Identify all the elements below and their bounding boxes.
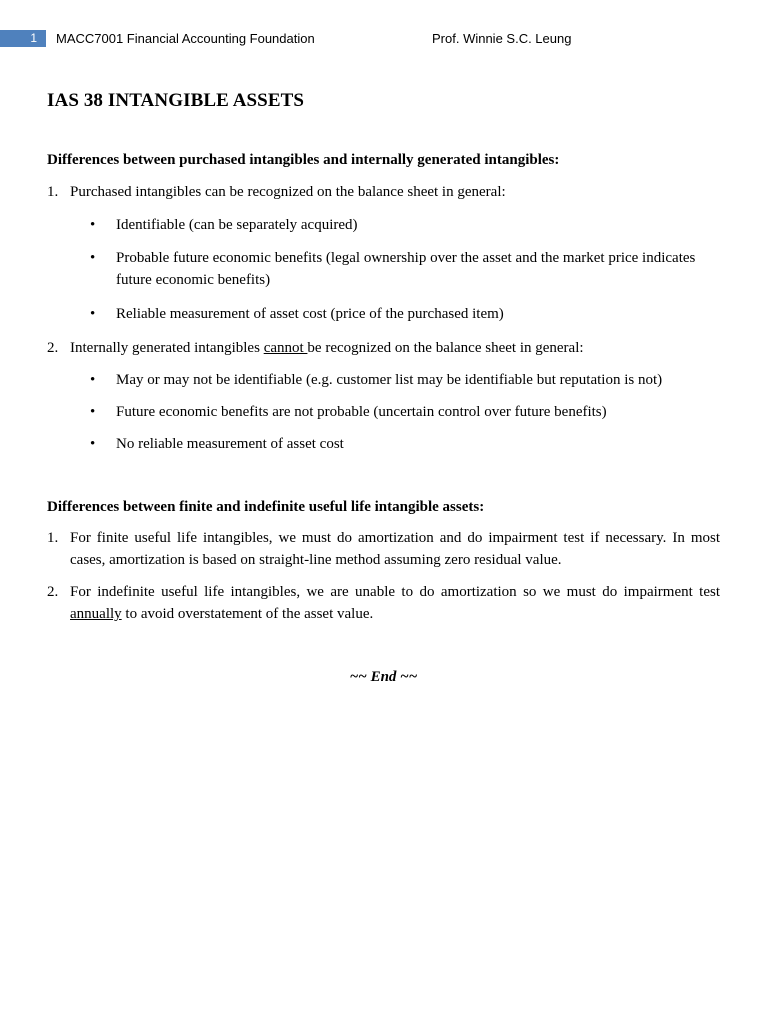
- list-item-text: For finite useful life intangibles, we must do amortization and do impairment test if necessary. In most cases, amortization is based on straight-line method assuming zero residual value.: [70, 530, 720, 568]
- bullet-item: [47, 214, 720, 236]
- bullet-icon: •: [90, 404, 96, 420]
- list-item-text: [70, 337, 720, 359]
- page-number-badge: 1: [0, 30, 46, 47]
- page-header: [0, 30, 768, 47]
- text-segment: to avoid overstatement of the asset value.: [121, 606, 374, 622]
- bullet-icon: •: [90, 217, 96, 233]
- course-title: MACC7001 Financial Accounting Foundation: [56, 31, 315, 46]
- text-segment: be recognized on the balance sheet in general:: [307, 340, 584, 356]
- list-item-purchased: [47, 181, 720, 203]
- list-item-internal: [47, 337, 720, 359]
- underlined-text: annually: [70, 606, 122, 622]
- bullet-item: [47, 369, 720, 391]
- bullet-text: May or may not be identifiable (e.g. customer list may be identifiable but reputation is not): [116, 372, 663, 388]
- text-segment: For indefinite useful life intangibles, we are unable to do amortization so we must do impairment test: [70, 584, 720, 600]
- bullet-text: Probable future economic benefits (legal ownership over the asset and the market price indicates future economic benefits): [116, 250, 696, 288]
- bullet-item: [47, 401, 720, 423]
- list-number: 2.: [47, 340, 59, 356]
- section-heading-purchased-vs-internal: Differences between purchased intangibles and internally generated intangibles:: [47, 152, 560, 168]
- underlined-text: cannot: [263, 340, 308, 356]
- end-marker: ~~ End ~~: [349, 669, 418, 685]
- bullet-text: Identifiable (can be separately acquired): [116, 217, 358, 233]
- professor-name: Prof. Winnie S.C. Leung: [432, 31, 572, 46]
- bullet-text: No reliable measurement of asset cost: [116, 436, 344, 452]
- list-item-text: [70, 581, 720, 625]
- list-number: 2.: [47, 584, 59, 600]
- bullet-icon: •: [90, 436, 96, 452]
- bullet-item: [47, 433, 720, 455]
- bullet-item: [47, 303, 720, 325]
- bullet-text: Future economic benefits are not probable (uncertain control over future benefits): [116, 404, 607, 420]
- list-item-indefinite: [47, 581, 720, 625]
- list-number: 1.: [47, 530, 59, 546]
- section-heading-finite-vs-indefinite: Differences between finite and indefinite useful life intangible assets:: [47, 499, 485, 515]
- list-item-finite: [47, 527, 720, 571]
- bullet-text: Reliable measurement of asset cost (price of the purchased item): [116, 306, 504, 322]
- bullet-icon: •: [90, 250, 96, 266]
- bullet-icon: •: [90, 372, 96, 388]
- bullet-icon: •: [90, 306, 96, 322]
- list-number: 1.: [47, 184, 59, 200]
- text-segment: Internally generated intangibles: [70, 340, 264, 356]
- bullet-item: [47, 247, 720, 291]
- list-item-text: Purchased intangibles can be recognized on the balance sheet in general:: [70, 184, 506, 200]
- document-title: IAS 38 INTANGIBLE ASSETS: [47, 90, 305, 111]
